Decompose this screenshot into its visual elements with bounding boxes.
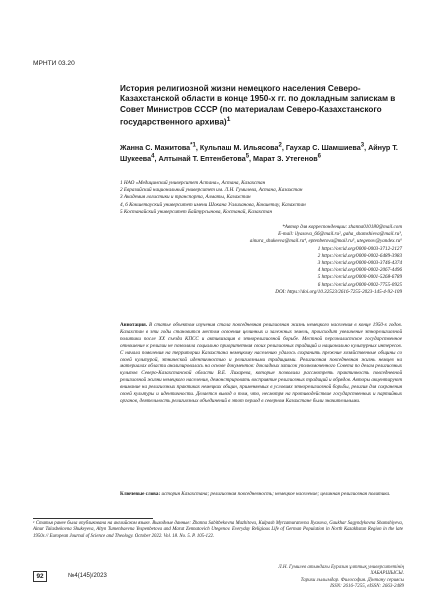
orcid-link[interactable]: 5 https://orcid.org/0000-0001-5268-6789 (317, 274, 402, 281)
affiliation-item: 4, 6 Кокшетауский университет имени Шокана Уалиханова, Кокшетау, Казахстан (120, 201, 306, 208)
article-title-text: История религиозной жизни немецкого населения Северо-Казахстанской области в конце 1950-х гг. по докладным запискам в Совет Министров СССР (по материалам Северо-Казахстанского государственного архива) (120, 84, 396, 127)
journal-info (248, 565, 404, 590)
journal-issn: ISSN: 2616-7255, eISSN: 2663-2489 (330, 583, 404, 589)
rubric-code: МРНТИ 03.20 (33, 60, 75, 67)
author-list (120, 142, 400, 164)
title-footnote-marker: 1 (226, 115, 231, 123)
affiliation-item: 2 Евразийский национальный университет им. Л.Н. Гумилева, Астана, Казахстан (120, 187, 303, 194)
orcid-link[interactable]: 1 https://orcid.org/0000-0003-3712-2127 (317, 245, 402, 252)
corresponding-author: *Автор для корреспонденции: zhanna010180@mail.com (282, 224, 402, 230)
keywords (120, 491, 402, 498)
page-number: 92 (33, 571, 47, 582)
affiliation-item: 5 Костанайский университет Байтурсынова, Костанай, Казахстан (120, 208, 273, 215)
email-line[interactable]: E-mail: ilyasova_66@mail.ru², gaha_shamshieva@mail.ru³, (278, 231, 402, 238)
email-line[interactable]: ainura_shukeeva@mail.ru⁴, eptenbetova@mail.ru⁵, utegenov@yandex.ru⁶ (249, 238, 402, 245)
orcid-link[interactable]: 4 https://orcid.org/0000-0002-2067-4496 (317, 267, 402, 274)
author-name: Алтынай Т. Ептенбетова$^5$, (158, 153, 252, 164)
orcid-link[interactable]: 2 https://orcid.org/0000-0002-6489-3983 (317, 252, 402, 259)
contact-block (190, 224, 402, 296)
abstract (120, 322, 402, 405)
affiliation-item: 1 НАО «Медицинский университет Астана», Астана, Казахстан (120, 180, 266, 186)
keywords-text: история Казахстана; религиозная повседневность; немецкое население; целинная религиозная политика. (161, 491, 391, 497)
author-name: Кульпаш М. Ильясова$^2$, (199, 143, 284, 153)
journal-name: Л.Н. Гумилев атындағы Еуразия ұлттық университетінің ХАБАРШЫСЫ. (278, 565, 404, 577)
affiliation-item: 3 Академия логистики и транспорта, Алматы, Казахстан (120, 194, 251, 201)
orcid-link[interactable]: 6 https://orcid.org/0000-0002-7755-0925 (317, 281, 402, 288)
affiliation-list (120, 180, 400, 216)
abstract-label: Аннотация. (120, 322, 148, 328)
issue-number: №4(145)/2023 (68, 573, 107, 579)
keywords-label: Ключевые слова: (120, 491, 161, 497)
doi-link[interactable]: DOI: https://doi.org/10.32523/2616-7255-2023-145-4-92-109 (275, 288, 402, 295)
footnote-divider (33, 518, 153, 519)
author-name: Жанна С. Мажитова$^{*1}$, (120, 143, 198, 153)
orcid-link[interactable]: 3 https://orcid.org/0000-0003-3746-4374 (317, 260, 402, 267)
abstract-text: В статье объектом изучения стала повседневная религиозная жизнь немецкого населения в конце 1950-х годов. Казахстан в эти годы становится местом освоения целинных и залежных земель, происходит увеличение этнорелигиозной политики после XX съезда КПСС и активизация в этнорелигиозной борьбе. Местной персоналистское государственное отношение к религии не позволяла социально приоритетная своих религиозных традиций и национально культурных интересов. С начала появления на территории Казахстана немецкому населению удалось сохранить прежние хозяйственные общины со своей культурой, этнической идентичностью и религиозными традициями. Религиозная повседневная жизнь немцев на материалах области анализировалась на основе документов: докладных записок уполномоченного Совета по делам религиозных культов Северо-Казахстанской области В.Е. Лихарева, которые позволили рассмотреть практичность повседневной религиозной жизни немецкого населения, демонстрировать восприятие религиозных традиций и обрядов. Авторы акцентируют внимание на религиозных практиках немецких общин, применяемых в условиях этнорелигиозной борьбы, религия для сохранения своей культуры и идентичности. Делается вывод о том, что, несмотря на противодействие государственных и партийных органов, деятельность религиозных объединений в этот период в северном Казахстане были значительными. (120, 322, 402, 404)
author-name: Марат З. Утегенов$^6$ (253, 153, 321, 164)
author-name: Айнур Т. Шукеева$^4$, (120, 143, 398, 164)
footnote: ¹ Статья ранее была опубликована на английском языке. Выходные данные: Zhanna Sabitbekovna Mazhitova, Kulpash Myrzamuratovna Ilyasova, Gaukhar Sagyndykovna Shamshiyeva, Ainur Talasbekovna Shukeyeva, Altyn Tumenbaevna Yespenbetova and Marat Zennatovich Utegenov. Everyday Religious Life of German Population in North Kazakhstan Region in the late 1950s // European Journal of Science and Theology. October 2022. Vol. 18. No. 5. P. 105-122. (33, 521, 403, 539)
author-name: Гаухар С. Шамшиева$^3$, (285, 143, 367, 153)
journal-series: Тарихи ғылымдар. Философия. Дінтану сериясы (300, 577, 404, 583)
article-title (120, 84, 400, 128)
